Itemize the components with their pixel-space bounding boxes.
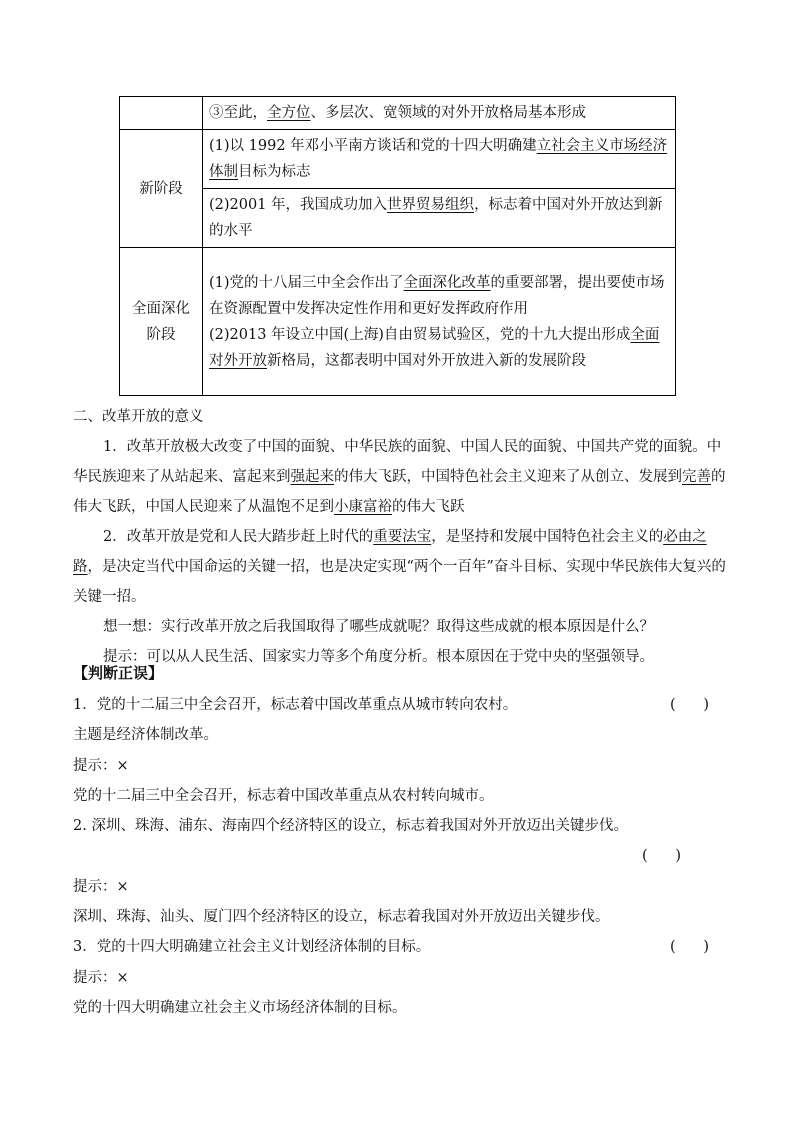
- judge-question-1: 1．党的十二届三中全会召开，标志着中国改革重点从城市转向农村。 ( ): [73, 690, 723, 720]
- judge-question-3: 3．党的十四大明确建立社会主义计划经济体制的目标。 ( ): [73, 932, 723, 962]
- judge-answer-3: 党的十四大明确建立社会主义市场经济体制的目标。: [73, 999, 407, 1016]
- stage-new: 新阶段: [120, 130, 203, 248]
- judge-hint-3: 提示：×: [73, 969, 129, 986]
- judge-answer-2: 深圳、珠海、汕头、厦门四个经济特区的设立，标志着我国对外开放迈出关键步伐。: [73, 909, 610, 926]
- answer-paren-1[interactable]: ( ): [670, 697, 709, 713]
- row-opening-pattern: ③至此，全方位、多层次、宽领域的对外开放格局基本形成: [203, 97, 676, 130]
- judge-title: 【判断正误】: [73, 664, 164, 682]
- significance-paragraph-1: 1．改革开放极大改变了中国的面貌、中华民族的面貌、中国人民的面貌、中国共产党的面貌。中华民族迎来了从站起来、富起来到强起来的伟大飞跃，中国特色社会主义迎来了从创立、发展到完善的伟大飞跃，中国人民迎来了从温饱不足到小康富裕的伟大飞跃: [73, 439, 726, 515]
- answer-paren-3[interactable]: ( ): [670, 939, 709, 956]
- think-hint: 提示：可以从人民生活、国家实力等多个角度分析。根本原因在于党中央的坚强领导。: [103, 649, 654, 665]
- answer-paren-2[interactable]: ( ): [642, 848, 681, 865]
- section-heading: 二、改革开放的意义: [73, 409, 204, 425]
- deepening-stage-items: (1)党的十八届三中全会作出了全面深化改革的重要部署，提出要使市场在资源配置中发挥决定性作用和更好发挥政府作用 (2)2013 年设立中国(上海)自由贸易试验区，党的十九大提出形成全面对外开放新格局，这都表明中国对外开放进入新的发展阶段: [203, 248, 676, 396]
- judge-note-1: 主题是经济体制改革。: [73, 727, 218, 744]
- stage-deepening: 全面深化 阶段: [120, 248, 203, 396]
- significance-paragraph-2: 2．改革开放是党和人民大踏步赶上时代的重要法宝，是坚持和发展中国特色社会主义的必由之路，是决定当代中国命运的关键一招，也是决定实现“两个一百年”奋斗目标、实现中华民族伟大复兴的关键一招。: [73, 529, 726, 605]
- stage-cell-empty: [120, 97, 203, 130]
- judge-list: [73, 690, 723, 1023]
- new-stage-item-1: (1)以 1992 年邓小平南方谈话和党的十四大明确建立社会主义市场经济体制目标为标志: [203, 130, 676, 189]
- new-stage-item-2: (2)2001 年，我国成功加入世界贸易组织，标志着中国对外开放达到新的水平: [203, 189, 676, 248]
- significance-section: [73, 402, 733, 672]
- judge-answer-1: 党的十二届三中全会召开，标志着中国改革重点从农村转向城市。: [73, 787, 494, 804]
- judge-question-2: 2. 深圳、珠海、浦东、海南四个经济特区的设立，标志着我国对外开放迈出关键步伐。: [73, 818, 628, 835]
- judge-hint-2: 提示：×: [73, 878, 129, 895]
- think-question: 想一想：实行改革开放之后我国取得了哪些成就呢？取得这些成就的根本原因是什么？: [103, 619, 654, 635]
- judge-hint-1: 提示：×: [73, 757, 129, 774]
- reform-stage-table: [119, 96, 676, 396]
